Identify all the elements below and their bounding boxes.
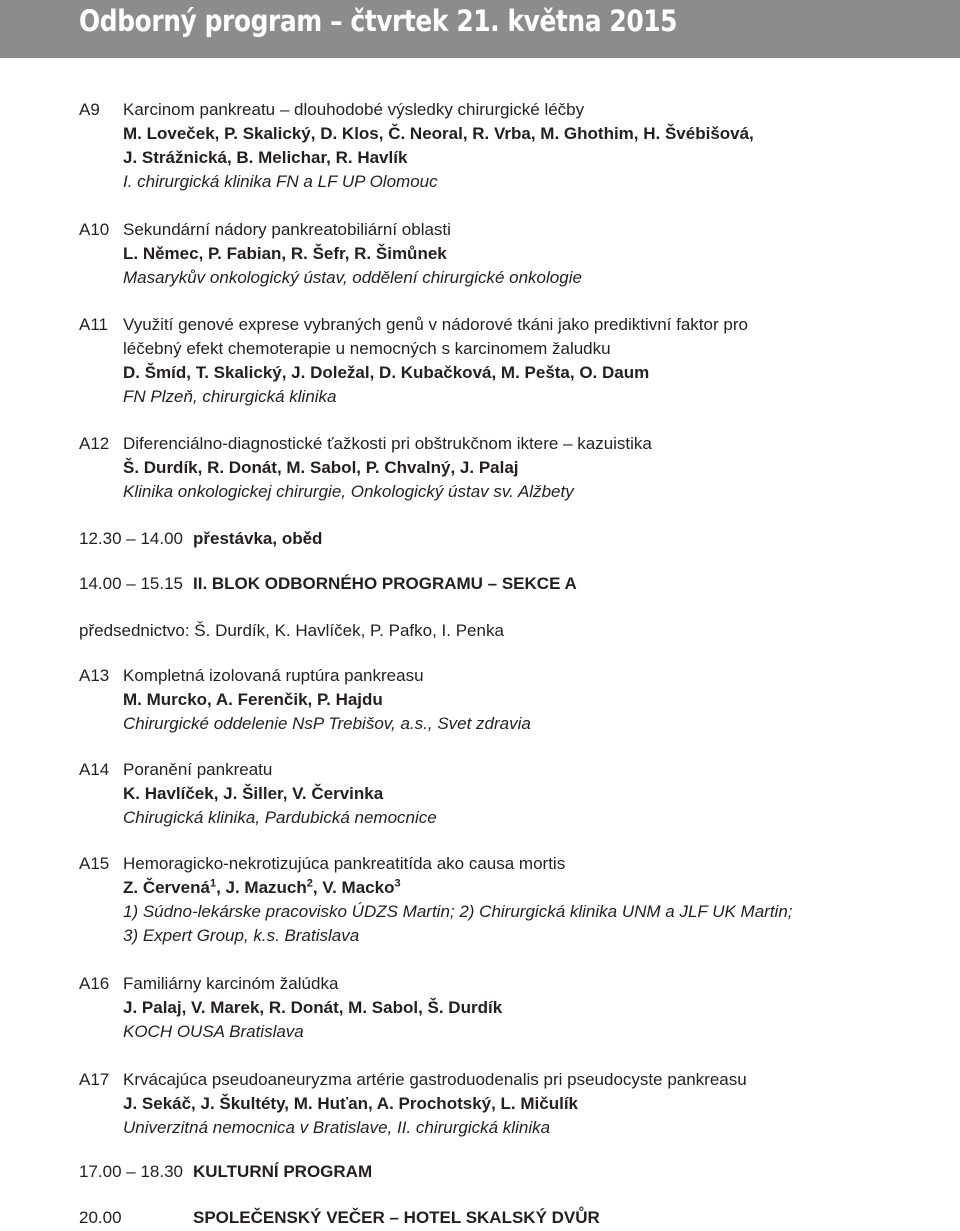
talk-title: Kompletná izolovaná ruptúra pankreasu xyxy=(123,666,424,685)
talk-title: Sekundární nádory pankreatobiliární oblasti xyxy=(123,220,451,239)
talk-title: Využití genové exprese vybraných genů v nádorové tkáni jako prediktivní faktor pro xyxy=(123,315,748,334)
talk-title: léčebný efekt chemoterapie u nemocných s karcinomem žaludku xyxy=(123,339,611,358)
item-number: A17 xyxy=(79,1070,110,1089)
item-number: A11 xyxy=(79,315,108,334)
talk-authors: K. Havlíček, J. Šiller, V. Červinka xyxy=(123,784,384,803)
item-number: A15 xyxy=(79,854,110,873)
page-title: Odborný program – čtvrtek 21. května 2015 xyxy=(79,4,678,38)
author-name: , J. Mazuch xyxy=(216,878,307,897)
talk-affiliation: Chirugická klinika, Pardubická nemocnice xyxy=(123,808,437,827)
page-header xyxy=(0,0,960,58)
talk-title: Diferenciálno-diagnostické ťažkosti pri obštrukčnom iktere – kazuistika xyxy=(123,434,652,453)
break-time: 12.30 – 14.00 xyxy=(79,529,183,548)
author-affiliation-mark: 2 xyxy=(306,877,313,890)
culture-label: KULTURNÍ PROGRAM xyxy=(193,1162,373,1181)
talk-authors: M. Murcko, A. Ferenčik, P. Hajdu xyxy=(123,690,383,709)
author-name: , V. Macko xyxy=(312,878,395,897)
session-chairs: předsednictvo: Š. Durdík, K. Havlíček, P. Pafko, I. Penka xyxy=(79,621,504,640)
schedule-break xyxy=(79,527,322,551)
author-affiliation-mark: 1 xyxy=(209,877,217,890)
talk-authors: J. Palaj, V. Marek, R. Donát, M. Sabol, Š. Durdík xyxy=(123,998,503,1017)
block-label: II. BLOK ODBORNÉHO PROGRAMU – SEKCE A xyxy=(193,574,577,593)
item-number: A10 xyxy=(79,220,110,239)
talk-title: Krvácajúca pseudoaneuryzma artérie gastroduodenalis pri pseudocyste pankreasu xyxy=(123,1070,747,1089)
item-number: A14 xyxy=(79,760,110,779)
schedule-block xyxy=(79,572,577,596)
talk-affiliation: Masarykův onkologický ústav, oddělení chirurgické onkologie xyxy=(123,268,582,287)
talk-authors: Š. Durdík, R. Donát, M. Sabol, P. Chvalný, J. Palaj xyxy=(123,458,519,477)
talk-authors xyxy=(123,876,863,900)
talk-title: Hemoragicko-nekrotizujúca pankreatitída ako causa mortis xyxy=(123,854,566,873)
break-label: přestávka, oběd xyxy=(193,529,323,548)
talk-affiliation: Chirurgické oddelenie NsP Trebišov, a.s., Svet zdravia xyxy=(123,714,531,733)
item-number: A16 xyxy=(79,974,110,993)
talk-authors: J. Sekáč, J. Škultéty, M. Huťan, A. Prochotský, L. Mičulík xyxy=(123,1094,578,1113)
culture-time: 17.00 – 18.30 xyxy=(79,1162,183,1181)
talk-title: Familiárny karcinóm žalúdka xyxy=(123,974,339,993)
item-number: A13 xyxy=(79,666,110,685)
evening-time: 20.00 xyxy=(79,1208,122,1227)
talk-title: Poranění pankreatu xyxy=(123,760,273,779)
talk-authors: J. Strážnická, B. Melichar, R. Havlík xyxy=(123,148,408,167)
talk-affiliation: 3) Expert Group, k.s. Bratislava xyxy=(123,926,360,945)
talk-title: Karcinom pankreatu – dlouhodobé výsledky chirurgické léčby xyxy=(123,100,585,119)
schedule-evening xyxy=(79,1206,600,1230)
author-name: Z. Červená xyxy=(123,878,210,897)
talk-authors: L. Němec, P. Fabian, R. Šefr, R. Šimůnek xyxy=(123,244,447,263)
talk-authors: D. Šmíd, T. Skalický, J. Doležal, D. Kubačková, M. Pešta, O. Daum xyxy=(123,363,650,382)
talk-affiliation: Univerzitná nemocnica v Bratislave, II. chirurgická klinika xyxy=(123,1118,551,1137)
talk-affiliation: I. chirurgická klinika FN a LF UP Olomouc xyxy=(123,172,438,191)
item-number: A9 xyxy=(79,100,100,119)
talk-affiliation: KOCH OUSA Bratislava xyxy=(123,1022,304,1041)
item-number: A12 xyxy=(79,434,110,453)
author-affiliation-mark: 3 xyxy=(394,877,401,890)
talk-affiliation: 1) Súdno-lekárske pracovisko ÚDZS Martin; 2) Chirurgická klinika UNM a JLF UK Martin; xyxy=(123,902,793,921)
talk-affiliation: Klinika onkologickej chirurgie, Onkologický ústav sv. Alžbety xyxy=(123,482,574,501)
schedule-culture xyxy=(79,1160,372,1184)
evening-label: SPOLEČENSKÝ VEČER – HOTEL SKALSKÝ DVŮR xyxy=(193,1208,600,1227)
talk-affiliation: FN Plzeň, chirurgická klinika xyxy=(123,387,337,406)
block-time: 14.00 – 15.15 xyxy=(79,574,183,593)
talk-authors: M. Loveček, P. Skalický, D. Klos, Č. Neoral, R. Vrba, M. Ghothim, H. Švébišová, xyxy=(123,124,754,143)
